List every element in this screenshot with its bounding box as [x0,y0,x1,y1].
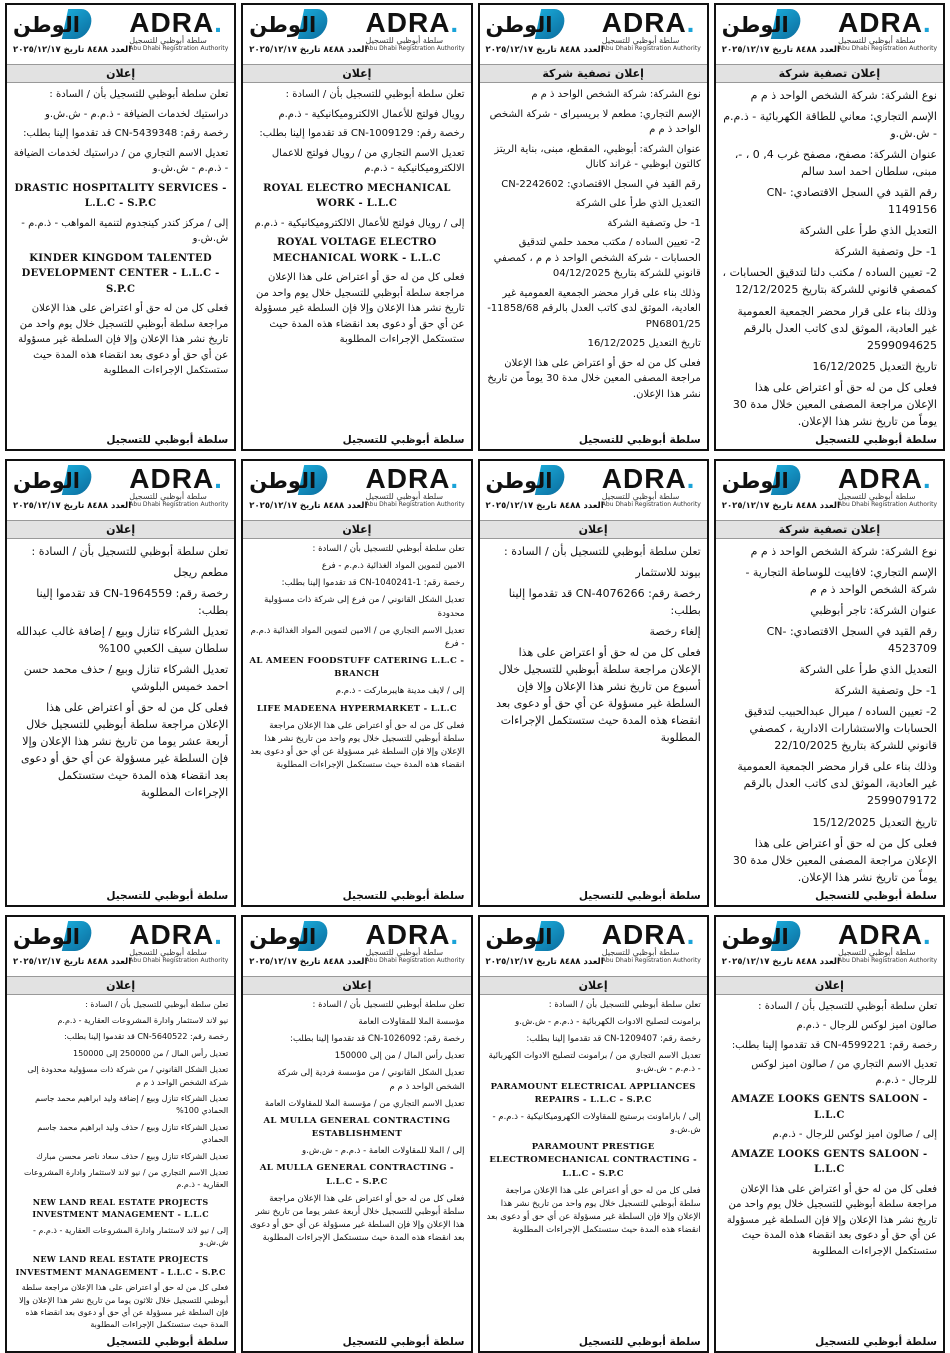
notice-line: تعديل رأس المال / من 250000 إلى 150000 [72,1048,229,1058]
adra-english-name: Abu Dhabi Registration Authority [838,500,937,508]
notice-footer: سلطة أبوظبي للتسجيل [106,889,229,902]
notice-line: فعلى كل من له حق أو اعتراض على هذا الإعلان مراجعة المصفى المعين خلال مدة 30 يوماً من تاريخ نشر هذا الإعلان. [487,357,701,400]
notice-line: إلى / لايف مدينة هايبرماركت - ذ.م.م [335,686,465,697]
notice-body [243,539,470,890]
adra-english-name: Abu Dhabi Registration Authority [129,500,229,508]
alwatan-wordmark: الوطن [249,13,317,37]
notice-body [7,83,234,434]
adra-wordmark: ADRA [601,462,687,494]
notice-line: تعلن سلطة أبوظبي للتسجيل بأن / السادة : [758,1000,937,1012]
notice-line: تعلن سلطة أبوظبي للتسجيل بأن / السادة : [312,999,465,1010]
adra-english-name: Abu Dhabi Registration Authority [601,500,701,508]
notice-line: فعلى كل من له حق أو اعتراض على هذا الإعلان مراجعة المصفى المعين خلال مدة 30 يوماً من تاريخ نشر هذا الإعلان. [732,380,937,428]
notice-line: إلى / نيو لاند لاستثمار وادارة المشروعات العقارية - ذ.م.م - ش.ش.و [32,1225,229,1247]
notice-title: إعلان [243,64,470,83]
notice-line: إلى / صالون اميز لوكس للرجال - ذ.م.م [772,1129,937,1141]
adra-dot: . [922,462,932,494]
notice-line: 2- تعيين الساده / مكتب دلتا لتدقيق الحسابات ، كمصفي قانوني للشركة بتاريخ 12/12/2025 [722,266,937,297]
notice-card-6 [478,459,709,907]
adra-arabic-name: سلطة أبوظبي للتسجيل [601,36,680,45]
notice-line: إلغاء رخصة [649,625,701,639]
notice-line: نوع الشركة: شركة الشخص الواحد ذ م م [750,544,937,558]
notice-body [480,539,707,890]
notice-line: رويال فولتج للأعمال الالكتروميكانيكية - ذ.م.م [278,108,465,120]
notice-header [7,5,234,59]
notice-body [716,539,943,890]
notice-line: الإسم التجاري: مطعم لا بريسيراى - شركة الشخص الواحد ذ م م [489,108,701,135]
notice-line: صالون اميز لوكس للرجال - ذ.م.م [796,1020,937,1032]
issue-date: العدد ٨٤٨٨ تاريخ ٢٠٢٥/١٢/١٧ [485,45,604,55]
notice-line: التعديل الذي طرأ على الشركة [799,663,937,677]
notice-line: تعلن سلطة أبوظبي للتسجيل بأن / السادة : [548,999,701,1010]
notice-line: وذلك بناء على قرار محضر الجمعية العمومية غير العادية، الموثق لدى كاتب العدل بالرقم 2599079172 [737,760,937,808]
adra-arabic-name: سلطة أبوظبي للتسجيل [129,947,207,957]
adra-english-name: Abu Dhabi Registration Authority [365,956,465,964]
notice-line: تعلن سلطة أبوظبي للتسجيل بأن / السادة : [85,999,229,1009]
notice-line: تعديل الاسم التجاري من / صالون اميز لوكس للرجال - ذ.م.م [751,1059,937,1086]
latin-trade-name: AL MULLA GENERAL CONTRACTING ESTABLISHMENT [263,1115,451,1140]
notice-header [480,917,707,971]
alwatan-logo [722,921,802,955]
notice-card-1 [714,3,945,451]
notice-footer: سلطة أبوظبي للتسجيل [106,433,229,446]
latin-trade-name: KINDER KINGDOM TALENTED DEVELOPMENT CENTER - L.L.C - S.P.C [21,252,220,295]
issue-date: العدد ٨٤٨٨ تاريخ ٢٠٢٥/١٢/١٧ [13,45,132,55]
latin-trade-name: NEW LAND REAL ESTATE PROJECTS INVESTMENT MANAGEMENT - L.L.C - S.P.C [15,1254,226,1277]
notice-line: إلى / الملا للمقاولات العامة - ذ.م.م - ش.ش.و [302,1146,465,1157]
latin-trade-name: PARAMOUNT PRESTIGE ELECTROMECHANICAL CONTRACTING - L.L.C - S.P.C [489,1142,697,1179]
notice-body [7,995,234,1336]
notice-body [716,995,943,1336]
notice-line: رخصة رقم: CN-1209407 قد تقدموا إلينا بطلب: [526,1034,701,1045]
notice-line: فعلى كل من له حق أو اعتراض على هذا الإعلان مراجعة سلطة أبوظبي للتسجيل خلال يوم واحد من تاريخ نشر هذا الإعلان وإلا فإن السلطة غير مسؤولة عن أي حق أو دعوى بعد انقضاء هذه المدة حيث ستستكمل الإجراءات المطلوبة [726,1183,937,1257]
notice-header [243,917,470,971]
latin-trade-name: ROYAL ELECTRO MECHANICAL WORK - L.L.C [263,182,451,209]
notice-line: فعلى كل من له حق أو اعتراض على هذا الإعلان مراجعة المصفى المعين خلال مدة 30 يوماً من تاريخ نشر هذا الإعلان. [732,836,937,884]
adra-arabic-name: سلطة أبوظبي للتسجيل [129,36,207,45]
alwatan-wordmark: الوطن [721,468,789,493]
notice-line: الإسم التجاري: لافاييت للوساطة التجارية - شركة الشخص الواحد ذ م م [745,565,937,596]
notice-line: مطعم ريجل [173,565,229,579]
notice-line: دراستيك لخدمات الضيافة - ذ.م.م - ش.ش.و [44,108,229,120]
adra-arabic-name: سلطة أبوظبي للتسجيل [838,36,916,45]
notice-footer: سلطة أبوظبي للتسجيل [342,889,465,902]
adra-arabic-name: سلطة أبوظبي للتسجيل [129,491,207,501]
alwatan-wordmark: الوطن [249,468,317,493]
notice-line: رخصة رقم: CN-1964559 قد تقدموا إلينا بطلب: [36,586,229,617]
alwatan-wordmark: الوطن [13,13,80,37]
notice-line: تعديل الشركاء تنازل وبيع / إضافة غالب عبدالله سلطان سيف الكعبي 100% [16,625,229,656]
latin-trade-name: PARAMOUNT ELECTRICAL APPLIANCES REPAIRS - L.L.C - S.P.C [490,1081,696,1105]
notice-line: تعديل الشكل القانوني / من شركة ذات مسؤولية محدودة إلى شركة الشخص الواحد ذ م م [27,1065,229,1087]
adra-english-name: Abu Dhabi Registration Authority [838,956,937,964]
notice-line: إلى / رويال فولتج للأعمال الالكتروميكانيكية - ذ.م.م [254,217,465,229]
notice-title: إعلان [243,976,470,995]
notice-footer: سلطة أبوظبي للتسجيل [815,433,937,446]
alwatan-wordmark: الوطن [485,468,553,493]
adra-dot: . [214,918,223,950]
notice-line: تعديل رأس المال / من إلى 150000 [334,1051,465,1062]
notice-line: رخصة رقم: CN-4076266 قد تقدموا إلينا بطلب: [508,586,701,617]
notice-footer: سلطة أبوظبي للتسجيل [815,1335,937,1348]
adra-english-name: Abu Dhabi Registration Authority [129,956,229,964]
adra-wordmark: ADRA [129,462,215,494]
notice-card-10 [478,915,709,1353]
alwatan-logo [249,465,329,499]
notice-title: إعلان [243,520,470,539]
notice-title: إعلان [716,976,943,995]
notices-grid [5,3,945,1348]
notice-line: الإسم التجاري: معاني للطاقة الكهربائية - ذ.م.م - ش.ش.و [723,110,937,141]
issue-date: العدد ٨٤٨٨ تاريخ ٢٠٢٥/١٢/١٧ [721,45,840,55]
notice-title: إعلان [480,520,707,539]
adra-arabic-name: سلطة أبوظبي للتسجيل [365,947,444,957]
notice-card-8 [5,459,236,907]
notice-card-2 [478,3,709,451]
latin-trade-name: LIFE MADEENA HYPERMARKET - L.L.C [256,703,457,714]
adra-dot: . [686,462,696,494]
notice-line: 1- حل وتصفية الشركة [834,684,937,698]
notice-line: فعلى كل من له حق أو اعتراض على هذا الإعلان مراجعة سلطة أبوظبي للتسجيل خلال أربعة عشر يوما من تاريخ نشر هذا الإعلان وإلا فإن السلطة غير مسؤولة عن أي حق أو دعوى بعد انقضاء هذه المدة حيث ستستكمل الإجراءات المطلوبة [250,1193,465,1244]
latin-trade-name: AL AMEEN FOODSTUFF CATERING L.L.C - BRANCH [249,656,465,680]
adra-english-name: Abu Dhabi Registration Authority [129,45,229,52]
issue-date: العدد ٨٤٨٨ تاريخ ٢٠٢٥/١٢/١٧ [13,500,132,511]
alwatan-logo [722,465,802,499]
notice-line: فعلى كل من له حق أو اعتراض على هذا الإعلان مراجعة سلطة أبوظبي للتسجيل خلال يوم واحد من تاريخ نشر هذا الإعلان وإلا فإن السلطة غير مسؤولة عن أي حق أو دعوى بعد انقضاء هذه المدة حيث ستستكمل الإجراءات المطلوبة [486,1185,701,1236]
notice-footer: سلطة أبوظبي للتسجيل [578,433,701,446]
adra-english-name: Abu Dhabi Registration Authority [601,956,701,964]
notice-header [480,461,707,515]
notice-line: فعلى كل من له حق أو اعتراض على هذا الإعلان مراجعة سلطة أبوظبي للتسجيل خلال يوم واحد من تاريخ نشر هذا الإعلان وإلا فإن السلطة غير مسؤولة عن أي حق أو دعوى بعد انقضاء هذه المدة حيث ستستكمل الإجراءات المطلوبة [250,720,465,771]
adra-english-name: Abu Dhabi Registration Authority [365,500,465,508]
adra-wordmark: ADRA [838,462,923,494]
adra-wordmark: ADRA [129,918,215,950]
notice-title: إعلان [7,64,234,83]
notice-line: رخصة رقم: CN-1009129 قد تقدموا إلينا بطلب: [259,128,465,139]
notice-line: تعلن سلطة أبوظبي للتسجيل بأن / السادة : [285,89,465,100]
notice-line: تعلن سلطة أبوظبي للتسجيل بأن / السادة : [504,544,701,558]
notice-line: تعديل الاسم التجاري من / دراستيك لخدمات الضيافة - ذ.م.م - ش.ش.و [13,147,229,174]
alwatan-logo [13,465,93,499]
notice-line: عنوان الشركة: تاجر أبوظبي [810,603,937,617]
notice-header [243,461,470,515]
adra-dot: . [450,918,460,950]
latin-trade-name: DRASTIC HOSPITALITY SERVICES - L.L.C - S.P.C [14,182,227,209]
adra-wordmark: ADRA [365,7,451,38]
issue-date: العدد ٨٤٨٨ تاريخ ٢٠٢٥/١٢/١٧ [721,500,840,511]
notice-body [7,539,234,890]
notice-line: إلى / باراماونت برستيج للمقاولات الكهروميكانيكية - ذ.م.م - ش.ش.و [492,1111,701,1136]
notice-line: تعلن سلطة أبوظبي للتسجيل بأن / السادة : [31,544,229,558]
notice-line: نوع الشركة: شركة الشخص الواحد ذ م م [750,89,937,102]
alwatan-logo [722,9,802,43]
notice-footer: سلطة أبوظبي للتسجيل [815,889,937,902]
notice-card-3 [241,3,472,451]
notice-card-4 [5,3,236,451]
notice-line: فعلى كل من له حق أو اعتراض على هذا الإعلان مراجعة سلطة أبوظبي للتسجيل خلال أربعة عشر يوما من تاريخ نشر هذا الإعلان وإلا فإن السلطة غير مسؤولة عن أي حق أو دعوى بعد انقضاء هذه المدة حيث ستستكمل الإجراءات المطلوبة [21,701,229,800]
notice-body [480,995,707,1336]
adra-english-name: Abu Dhabi Registration Authority [838,45,937,52]
notice-line: تاريخ التعديل 16/12/2025 [587,338,701,349]
notice-line: وذلك بناء على قرار محضر الجمعية العمومية غير العادية، الموثق لدى كاتب العدل بالرقم 11858/68-PN6801/25 [487,287,701,330]
notice-line: تعديل الاسم التجاري من / مؤسسة الملا للمقاولات العامة [264,1098,465,1109]
alwatan-logo [486,921,566,955]
notice-line: برامونت لتصليح الادوات الكهربائية - ذ.م.م - ش.ش.و [515,1016,701,1027]
notice-line: رقم القيد في السجل الاقتصادي: CN-2242602 [501,178,701,190]
notice-line: التعديل الذي طرأ على الشركة [575,198,701,209]
notice-line: التعديل الذي طرأ على الشركة [799,224,937,238]
alwatan-logo [13,9,93,43]
notice-card-12 [5,915,236,1353]
latin-trade-name: AMAZE LOOKS GENTS SALOON - L.L.C [731,1094,928,1121]
notice-footer: سلطة أبوظبي للتسجيل [578,889,701,902]
issue-date: العدد ٨٤٨٨ تاريخ ٢٠٢٥/١٢/١٧ [249,500,368,511]
notice-footer: سلطة أبوظبي للتسجيل [342,433,465,446]
notice-body [716,83,943,434]
notice-line: تعديل الشركاء تنازل وبيع / حذف وليد ابراهيم محمد جاسم الحمادي [37,1122,229,1145]
notice-line: تعديل الشكل القانوني / من مؤسسة فردية إلى شركة الشخص الواحد ذ م م [277,1068,465,1092]
alwatan-wordmark: الوطن [485,13,553,37]
notice-line: رخصة رقم: CN-1026092 قد تقدموا إلينا بطلب: [290,1034,465,1045]
latin-trade-name: AMAZE LOOKS GENTS SALOON - L.L.C [731,1148,928,1176]
notice-line: نوع الشركة: شركة الشخص الواحد ذ م م [531,89,701,100]
notice-line: عنوان الشركة: أبوظبي، المقطع، مبنى، بناية الريتز كالتون ابوظبي - غراند كانال [494,143,701,170]
notice-line: تعلن سلطة أبوظبي للتسجيل بأن / السادة : [312,543,465,554]
notice-header [480,5,707,59]
notice-header [7,461,234,515]
alwatan-wordmark: الوطن [721,924,789,949]
notice-header [7,917,234,971]
adra-dot: . [450,7,460,38]
notice-line: تاريخ التعديل 16/12/2025 [812,359,937,373]
adra-dot: . [922,7,932,38]
notice-line: 1- حل وتصفية الشركة [834,245,937,259]
notice-line: إلى / مركز كندر كينجدوم لتنمية المواهب - ذ.م.م - ش.ش.و [21,217,229,244]
notice-title: إعلان [480,976,707,995]
adra-wordmark: ADRA [838,7,923,38]
notice-footer: سلطة أبوظبي للتسجيل [106,1335,229,1348]
adra-dot: . [686,7,696,38]
adra-wordmark: ADRA [601,7,687,38]
notice-card-11 [241,915,472,1353]
notice-line: تاريخ التعديل 15/12/2025 [812,815,937,829]
adra-dot: . [214,7,223,38]
notice-footer: سلطة أبوظبي للتسجيل [342,1335,465,1348]
notice-card-7 [241,459,472,907]
notice-line: تعلن سلطة أبوظبي للتسجيل بأن / السادة : [49,89,229,100]
alwatan-wordmark: الوطن [485,924,553,949]
issue-date: العدد ٨٤٨٨ تاريخ ٢٠٢٥/١٢/١٧ [485,956,604,967]
issue-date: العدد ٨٤٨٨ تاريخ ٢٠٢٥/١٢/١٧ [721,956,840,967]
notice-header [716,5,943,59]
alwatan-logo [249,9,329,43]
issue-date: العدد ٨٤٨٨ تاريخ ٢٠٢٥/١٢/١٧ [249,45,368,55]
adra-english-name: Abu Dhabi Registration Authority [365,45,465,52]
adra-wordmark: ADRA [365,918,451,950]
notice-header [716,461,943,515]
adra-arabic-name: سلطة أبوظبي للتسجيل [838,947,916,957]
notice-line: 2- تعيين الساده / ميرال عبدالحبيب لتدقيق الحسابات والاستشارات الادارية ، كمصفي قانوني للشركة بتاريخ 22/10/2025 [744,705,937,753]
notice-body [243,83,470,434]
notice-line: الامين لتموين المواد الغذائية ذ.م.م - فرع [321,561,465,572]
issue-date: العدد ٨٤٨٨ تاريخ ٢٠٢٥/١٢/١٧ [485,500,604,511]
adra-arabic-name: سلطة أبوظبي للتسجيل [838,491,916,501]
notice-line: تعديل الشركاء تنازل وبيع / حذف محمد حسن احمد خميس البلوشي [23,663,229,694]
alwatan-logo [249,921,329,955]
notice-line: مؤسسة الملا للمقاولات العامة [358,1016,465,1027]
adra-arabic-name: سلطة أبوظبي للتسجيل [601,491,680,501]
adra-wordmark: ADRA [365,462,451,494]
notice-line: تعديل الاسم التجاري من / رويال فولتج للاعمال الالكتروميكانيكية - ذ.م.م [271,147,465,174]
notice-line: فعلى كل من له حق أو اعتراض على هذا الإعلان مراجعة سلطة أبوظبي للتسجيل خلال يوم واحد من تاريخ نشر هذا الإعلان وإلا فإن السلطة غير مسؤولة عن أي حق أو دعوى بعد انقضاء هذه المدة حيث ستستكمل الإجراءات المطلوبة [18,303,229,376]
adra-dot: . [450,462,460,494]
notice-line: تعديل الشركاء تنازل وبيع / حذف سعاد ناصر محسن مبارك [36,1151,229,1161]
notice-line: تعديل الشركاء تنازل وبيع / إضافة وليد ابراهيم محمد جاسم الحمادي 100% [35,1094,229,1116]
notice-line: بيوند للاستثمار [635,565,701,579]
notice-line: رخصة رقم: CN-5640522 قد تقدموا إلينا بطلب: [64,1032,229,1042]
notice-body [480,83,707,434]
issue-date: العدد ٨٤٨٨ تاريخ ٢٠٢٥/١٢/١٧ [249,956,368,967]
notice-line: نيو لاند لاستثمار وادارة المشروعات العقارية - ذ.م.م [57,1016,229,1026]
notice-line: تعديل الاسم التجاري من / نيو لاند لاستثمار وادارة المشروعات العقارية - ذ.م.م [23,1167,229,1190]
alwatan-logo [486,465,566,499]
alwatan-logo [13,921,93,955]
notice-body [243,995,470,1336]
notice-line: فعلى كل من له حق أو اعتراض على هذا الإعلان مراجعة سلطة أبوظبي للتسجيل خلال يوم واحد من تاريخ نشر هذا الإعلان وإلا فإن السلطة غير مسؤولة عن أي حق أو دعوى بعد انقضاء هذه المدة حيث ستستكمل الإجراءات المطلوبة [254,272,465,345]
notice-line: تعديل الاسم التجاري من / برامونت لتصليح الادوات الكهربائية - ذ.م.م - ش.ش.و [488,1051,701,1075]
notice-title: إعلان [7,520,234,539]
alwatan-wordmark: الوطن [13,468,80,493]
notice-line: رقم القيد في السجل الاقتصادي: CN-1149156 [766,186,937,217]
adra-arabic-name: سلطة أبوظبي للتسجيل [601,947,680,957]
alwatan-logo [486,9,566,43]
latin-trade-name: AL MULLA GENERAL CONTRACTING - L.L.C - S.P.C [259,1163,454,1187]
adra-dot: . [686,918,696,950]
alwatan-wordmark: الوطن [721,13,789,37]
notice-line: 1- حل وتصفية الشركة [607,217,701,229]
adra-dot: . [922,918,932,950]
notice-title: إعلان تصفية شركة [480,64,707,83]
notice-card-9 [714,915,945,1353]
adra-wordmark: ADRA [129,7,215,38]
alwatan-wordmark: الوطن [249,924,317,949]
adra-wordmark: ADRA [601,918,687,950]
notice-line: 2- تعيين الساده / مكتب محمد حلمي لتدقيق الحسابات - شركة الشخص الواحد ذ م م ، كمصفي قانوني للشركة بتاريخ 04/12/2025 [493,237,701,279]
latin-trade-name: NEW LAND REAL ESTATE PROJECTS INVESTMENT MANAGEMENT - L.L.C [32,1196,209,1220]
notice-header [716,917,943,971]
notice-line: وذلك بناء على قرار محضر الجمعية العمومية غير العادية، الموثق لدى كاتب العدل بالرقم 2599094625 [737,304,937,352]
adra-wordmark: ADRA [838,918,923,950]
notice-title: إعلان تصفية شركة [716,520,943,539]
notice-header [243,5,470,59]
notice-line: رخصة رقم: CN-1040241-1 قد تقدموا إلينا بطلب: [281,578,465,589]
adra-english-name: Abu Dhabi Registration Authority [601,45,701,52]
notice-line: تعديل الشكل القانوني / من فرع إلى شركة ذات مسؤولية محدودة [264,595,465,619]
notice-line: رخصة رقم: CN-5439348 قد تقدموا إلينا بطلب: [23,128,229,139]
adra-arabic-name: سلطة أبوظبي للتسجيل [365,36,444,45]
latin-trade-name: ROYAL VOLTAGE ELECTRO MECHANICAL WORK - L.L.C [272,237,441,264]
adra-arabic-name: سلطة أبوظبي للتسجيل [365,491,444,501]
notice-title: إعلان تصفية شركة [716,64,943,83]
issue-date: العدد ٨٤٨٨ تاريخ ٢٠٢٥/١٢/١٧ [13,956,132,967]
notice-line: فعلى كل من له حق أو اعتراض على هذا الإعلان مراجعة سلطة أبوظبي للتسجيل خلال أسبوع من تاريخ نشر هذا الإعلان وإلا فإن السلطة غير مسؤولة عن أي حق أو دعوى بعد انقضاء هذه المدة حيث ستستكمل الإجراءات المطلوبة [496,646,701,745]
notice-line: فعلى كل من له حق أو اعتراض على هذا الإعلان مراجعة سلطة أبوظبي للتسجيل خلال ثلاثون يوما من تاريخ نشر هذا الإعلان وإلا فإن السلطة غير مسؤولة عن أي حق أو دعوى بعد انقضاء هذه المدة حيث ستستكمل الإجراءات المطلوبة [19,1283,229,1330]
notice-card-5 [714,459,945,907]
adra-dot: . [214,462,223,494]
notice-footer: سلطة أبوظبي للتسجيل [578,1335,701,1348]
notice-line: رقم القيد في السجل الاقتصادي: CN-4523709 [766,625,937,656]
alwatan-wordmark: الوطن [13,924,80,949]
notice-title: إعلان [7,976,234,995]
notice-line: تعديل الاسم التجاري من / الامين لتموين المواد الغذائية ذ.م.م - فرع [250,625,465,649]
notice-line: عنوان الشركة: مصفح، مصفح غرب 4, 0 ، -، مبنى، سلطان احمد اسد سالم [734,148,937,179]
notice-line: رخصة رقم: CN-4599221 قد تقدموا إلينا بطلب: [731,1039,937,1051]
